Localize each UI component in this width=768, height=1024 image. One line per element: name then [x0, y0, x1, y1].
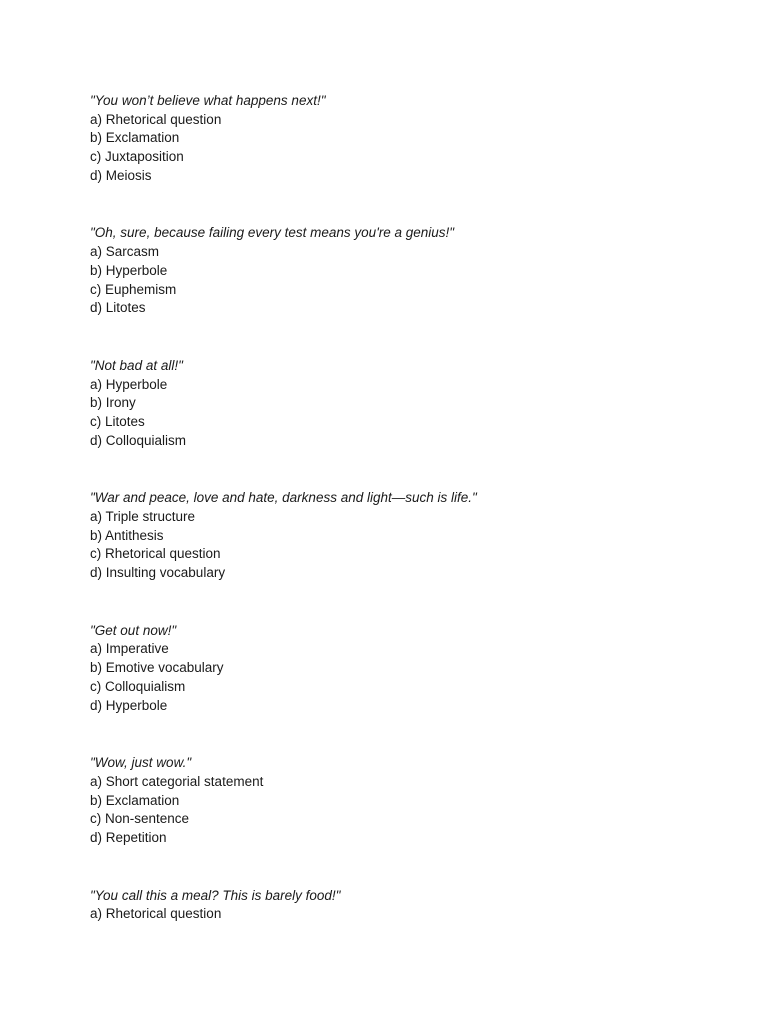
quiz-list [90, 92, 730, 963]
question-block [90, 92, 730, 185]
question-block [90, 357, 730, 450]
answer-option: a) Sarcasm [90, 244, 160, 260]
question-block [90, 622, 730, 715]
question-prompt: "Wow, just wow." [90, 755, 192, 771]
answer-option: d) Litotes [90, 300, 146, 316]
answer-option: a) Hyperbole [90, 376, 168, 392]
answer-option: a) Rhetorical question [90, 906, 222, 922]
question-prompt: "Oh, sure, because failing every test means you're a genius!" [90, 225, 455, 241]
question-prompt: "You call this a meal? This is barely food!" [90, 887, 341, 903]
answer-option: c) Litotes [90, 413, 145, 429]
answer-option: c) Non-sentence [90, 811, 190, 827]
question-block [90, 754, 730, 847]
answer-option: d) Meiosis [90, 167, 152, 183]
question-prompt: "Get out now!" [90, 622, 177, 638]
answer-option: c) Colloquialism [90, 678, 186, 694]
answer-option: a) Short categorial statement [90, 773, 264, 789]
answer-option: b) Antithesis [90, 527, 164, 543]
answer-option: c) Euphemism [90, 281, 177, 297]
answer-option: a) Rhetorical question [90, 111, 222, 127]
answer-option: d) Insulting vocabulary [90, 565, 226, 581]
question-prompt: "Not bad at all!" [90, 357, 183, 373]
answer-option: b) Irony [90, 395, 136, 411]
answer-option: a) Imperative [90, 641, 169, 657]
answer-option: d) Hyperbole [90, 697, 168, 713]
answer-option: c) Juxtaposition [90, 149, 184, 165]
answer-option: d) Colloquialism [90, 432, 187, 448]
question-block [90, 224, 730, 317]
answer-option: b) Exclamation [90, 792, 180, 808]
answer-option: c) Rhetorical question [90, 546, 221, 562]
answer-option: a) Triple structure [90, 509, 196, 524]
question-prompt: "You won’t believe what happens next!" [90, 93, 326, 108]
question-prompt: "War and peace, love and hate, darkness and light—such is life." [90, 490, 477, 506]
answer-option: d) Repetition [90, 829, 167, 845]
question-block [90, 489, 730, 582]
answer-option: b) Hyperbole [90, 262, 168, 278]
question-block [90, 887, 730, 924]
answer-option: b) Exclamation [90, 130, 180, 146]
answer-option: b) Emotive vocabulary [90, 660, 224, 676]
